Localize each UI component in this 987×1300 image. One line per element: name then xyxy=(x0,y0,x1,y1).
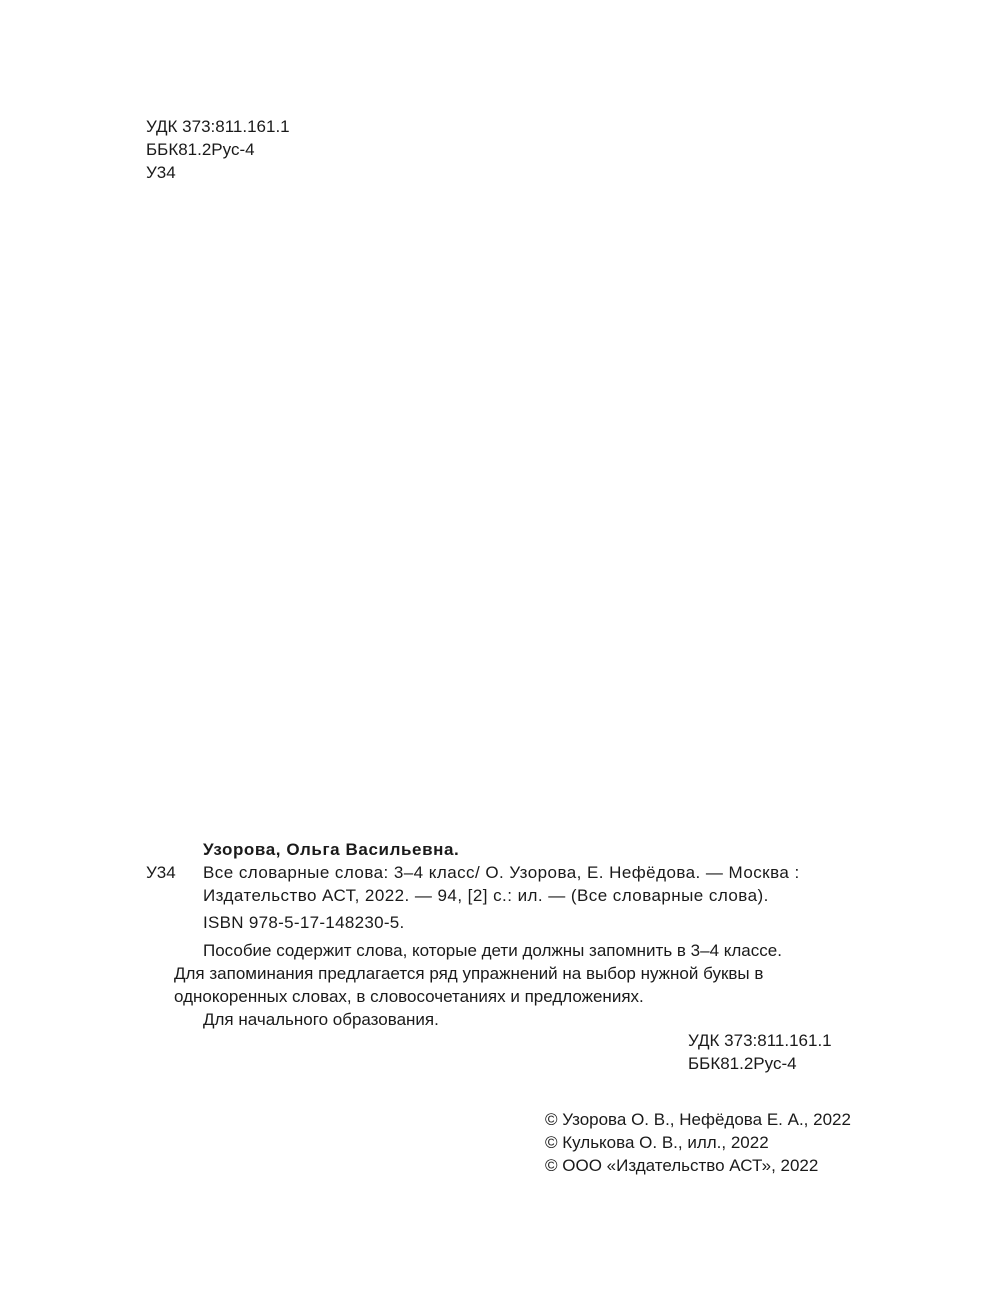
annotation-line: Для начального образования. xyxy=(203,1010,439,1029)
annotation xyxy=(174,940,782,1032)
copyright-line: © Кулькова О. В., илл., 2022 xyxy=(545,1133,769,1152)
annotation-line: Для запоминания предлагается ряд упражнений на выбор нужной буквы в xyxy=(174,964,764,983)
annotation-line: однокоренных словах, в словосочетаниях и предложениях. xyxy=(174,987,644,1006)
bottom-classification-codes xyxy=(688,1030,832,1076)
description-line: Все словарные слова: 3–4 класс/ О. Узорова, Е. Нефёдова. — Москва : xyxy=(203,863,800,882)
udk-code: УДК 373:811.161.1 xyxy=(688,1031,832,1050)
description-line: Издательство АСТ, 2022. — 94, [2] с.: ил. — (Все словарные слова). xyxy=(203,886,769,905)
bbk-code: ББК81.2Рус-4 xyxy=(146,140,255,159)
copyright-line: © Узорова О. В., Нефёдова Е. А., 2022 xyxy=(545,1110,851,1129)
author-heading: Узорова, Ольга Васильевна. xyxy=(203,840,460,859)
copyright-block xyxy=(545,1109,851,1178)
top-classification-codes xyxy=(146,116,290,185)
bibliographic-description xyxy=(203,862,800,908)
call-mark: У34 xyxy=(146,863,176,882)
isbn: ISBN 978-5-17-148230-5. xyxy=(203,913,405,932)
author-mark: У34 xyxy=(146,163,176,182)
annotation-line: Пособие содержит слова, которые дети должны запомнить в 3–4 классе. xyxy=(203,941,782,960)
copyright-line: © ООО «Издательство АСТ», 2022 xyxy=(545,1156,819,1175)
udk-code: УДК 373:811.161.1 xyxy=(146,117,290,136)
bbk-code: ББК81.2Рус-4 xyxy=(688,1054,797,1073)
